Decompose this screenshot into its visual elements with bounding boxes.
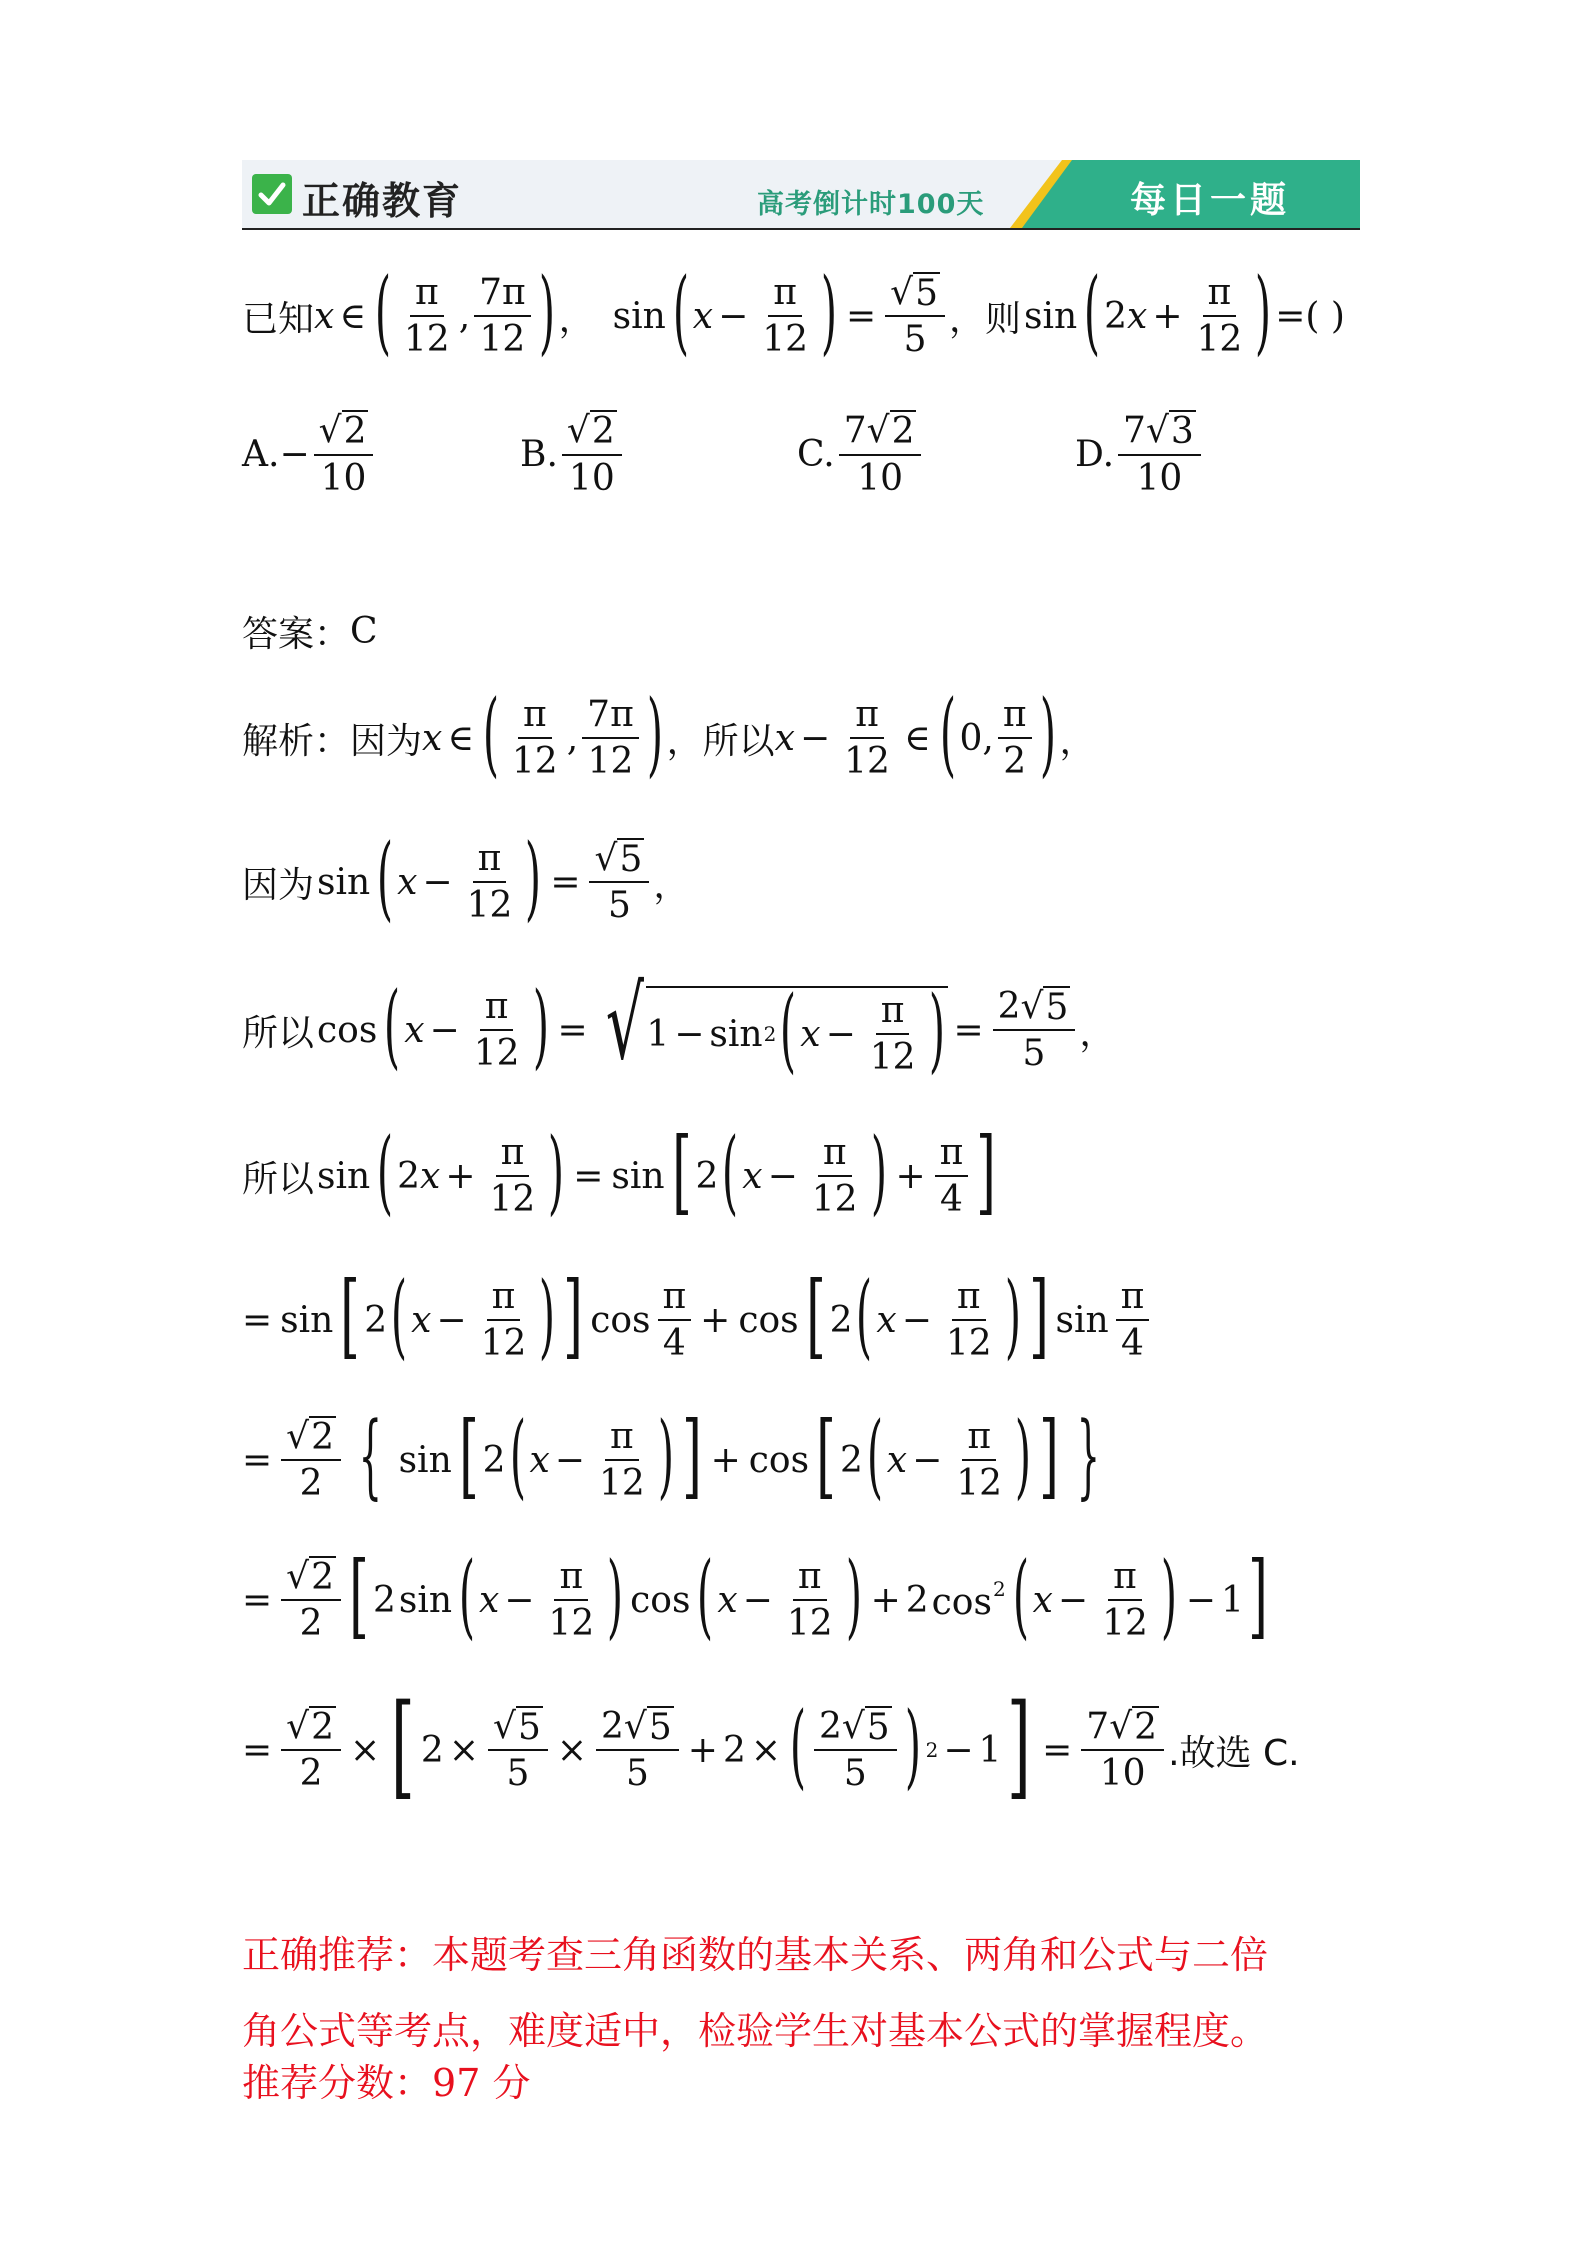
option-d [1075,410,1205,499]
option-c-value: 7 √ 2 10 [839,410,922,499]
header-banner [242,160,1360,230]
math-fraction: √ 5 5 [885,272,945,361]
math-fraction: $\frac{7\pi}{12}$ [474,272,531,361]
analysis-line-8: = √ 2 2 × [ 2 × √ 5 5 × 2 √ 5 5 + 2 × ( 2 √ 5 5 ) 2 − 1 ] = 7 √ 2 10 .故选 C. [242,1681,1300,1811]
answer-value: C [350,610,378,652]
recommend-score-unit: 分 [480,2061,531,2105]
question-line: 已知 x ∈ ( $\frac{\pi}{12}$ , $\frac{7\pi}{12}$ ) ， sin ( x − $\frac{\pi}{12}$ ) = √ 5 5 ，则 sin ( 2 x + $\frac{\pi}{12}$ ) =( ) [242,258,1345,365]
option-b-label: B. [520,433,558,475]
analysis-conclusion: .故选 C. [1168,1732,1300,1774]
brand-name: 正确教育 [302,179,463,223]
recommend-score-label: 推荐分数： [242,2061,433,2105]
recommend-score-value: 97 [432,2061,481,2105]
math-paren: ) [1255,258,1272,365]
math-var: x [1127,295,1148,337]
math-var: x [692,295,714,337]
option-b-value: √ 2 10 [562,410,622,499]
answer-line [242,606,378,656]
analysis-so: 所以 [242,1158,315,1200]
math-paren: ( [1084,258,1101,365]
analysis-so: ，所以 [666,720,775,762]
option-a-value: √ 2 10 [314,410,374,499]
math-var: x [314,295,335,337]
math-paren: ) [538,258,555,365]
analysis-line-1: 解析： 因为 x ∈ ( $\frac{\pi}{12}$ , $\frac{7\pi}{12}$ ) ，所以 x − $\frac{\pi}{12}$ ∈ ( 0, $\frac{\pi}{2}$ ) ， [242,680,1096,787]
math-op: ∈ [339,295,366,337]
countdown-text: 高考倒计时100天 [757,189,985,220]
math-sqrt: √ 1 − sin 2 ( x − $\frac{\pi}{12}$ ) [593,980,949,1080]
answer-label: 答案： [242,613,351,655]
analysis-label: 解析： [242,720,351,762]
analysis-because: 因为 [242,864,315,906]
recommend-score [242,2052,530,2107]
option-d-value: 7 √ 3 10 [1118,410,1201,499]
daily-question-tag: 每日一题 [1130,180,1291,221]
option-a: A. − √ 2 10 [242,410,377,499]
analysis-line-2: 因为 sin ( x − $\frac{\pi}{12}$ ) = √ 5 5 ， [242,824,690,931]
math-fraction: $\frac{\pi}{12}$ [762,271,809,360]
analysis-line-3: 所以 cos ( x − $\frac{\pi}{12}$ ) = √ 1 − sin 2 ( x − $\frac{\pi}{12}$ ) = 2 √ 5 5 ， [242,965,1116,1083]
recommend-line-1: 正确推荐：本题考查三角函数的基本关系、两角和公式与二倍 [242,1933,1269,1977]
analysis-so: 所以 [242,1012,315,1054]
analysis-line-5: = sin [ 2 ( x − $\frac{\pi}{12}$ ) ] cos $\frac{\pi}{4}$ + cos [ 2 ( x − $\frac{\pi}{12}$ ) ] sin $\frac{\pi}{4}$ [242,1270,1153,1370]
math-paren: ) [820,258,838,365]
math-fn: sin [1024,295,1078,337]
question-sep: ， [558,298,595,340]
math-fraction: $\frac{\pi}{12}$ [403,271,450,360]
math-fraction: $\frac{\pi}{12}$ [1196,271,1243,360]
option-c-label: C. [797,433,835,475]
question-blank: =( ) [1275,295,1345,337]
option-b [520,410,626,499]
analysis-line-6: = √ 2 2 { sin [ 2 ( x − $\frac{\pi}{12}$ ) ] + cos [ 2 ( x − $\frac{\pi}{12}$ ) ] } [242,1402,1100,1509]
option-a-label: A. [242,433,280,475]
math-paren: ( [374,258,392,365]
recommend-line-2: 角公式等考点，难度适中，检验学生对基本公式的掌握程度。 [242,2009,1269,2053]
option-c [797,410,925,499]
analysis-because: 因为 [350,720,423,762]
analysis-line-7: = √ 2 2 [ 2 sin ( x − $\frac{\pi}{12}$ ) cos ( x − $\frac{\pi}{12}$ ) + 2 $\cos^2$ ( x − $\frac{\pi}{12}$ ) − 1 ] [242,1542,1268,1649]
analysis-line-4: 所以 sin ( 2 x + $\frac{\pi}{12}$ ) = sin [ 2 ( x − $\frac{\pi}{12}$ ) + $\frac{\pi}{4}$ ] [242,1118,997,1225]
option-d-label: D. [1075,433,1115,475]
question-then: ，则 [948,298,1021,340]
math-fn: sin [612,295,666,337]
check-logo-icon [252,174,292,214]
math-paren: ( [672,258,689,365]
question-prefix: 已知 [242,298,315,340]
banner-underline [242,228,1360,230]
